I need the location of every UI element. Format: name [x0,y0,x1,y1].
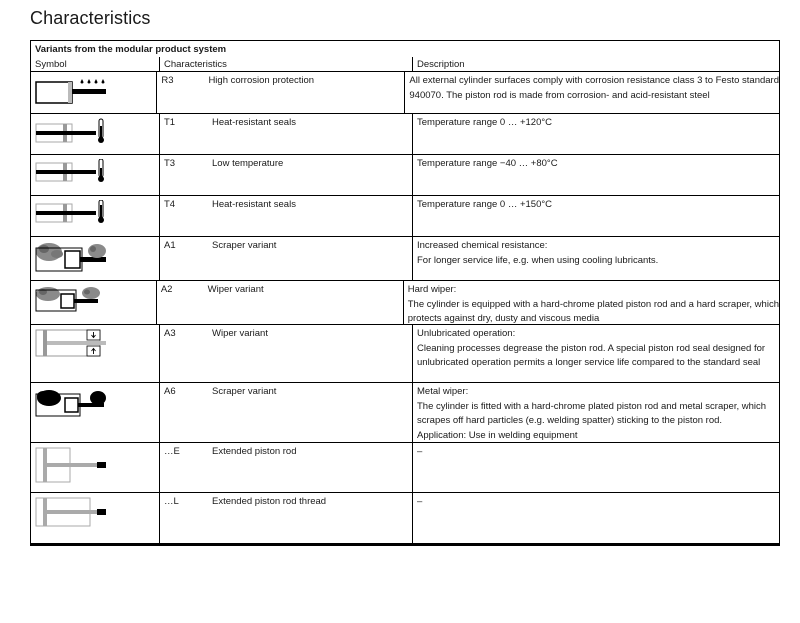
extended-rod-icon [35,447,107,487]
variant-name: Wiper variant [208,281,404,324]
variant-code: …E [164,446,180,457]
table-row [31,155,779,196]
wiper-dirt-icon [35,285,107,315]
variant-name: High corrosion protection [208,72,405,113]
variant-name: Scraper variant [212,383,413,442]
variants-table [30,40,780,546]
thermometer-icon [35,118,107,148]
description-line: The cylinder is equipped with a hard-chrome plated piston rod and a hard scraper, which [407,298,779,310]
description-line: All external cylinder surfaces comply with corrosion resistance class 3 to Festo standard [409,75,779,86]
table-row [31,114,779,155]
variant-name: Low temperature [212,155,413,195]
extended-thread-icon [35,497,107,531]
variant-code: A3 [164,328,176,339]
description-line: Temperature range 0 … +120°C [417,117,553,128]
description-line: – [417,446,423,457]
variant-code: A6 [164,386,176,397]
header-symbol: Symbol [31,57,160,71]
description-line: Unlubricated operation: [417,328,516,339]
variant-code: A2 [160,284,173,295]
description-line: scrapes off hard particles (e.g. welding spatter) sticking to the piston rod. [417,415,723,426]
description-line: For longer service life, e.g. when using cooling lubricants. [417,254,659,266]
description-line: Metal wiper: [417,386,469,397]
variant-description [413,383,779,442]
symbol-cell [31,155,160,195]
variant-description [413,237,779,280]
description-line: Application: Use in welding equipment [417,429,578,441]
symbol-cell [31,443,160,492]
variant-description [405,72,779,113]
header-description: Description [417,59,465,70]
table-row [31,493,779,543]
variant-name: Scraper variant [212,237,413,280]
metal-wiper-icon [35,387,107,421]
symbol-cell [31,383,160,442]
symbol-cell [31,114,160,154]
table-row [31,196,779,237]
symbol-cell [31,237,160,280]
page-title: Characteristics [30,8,151,28]
table-caption: Variants from the modular product system [35,44,227,55]
thermometer-icon [35,200,107,230]
variant-name: Extended piston rod thread [212,493,413,543]
table-row [31,325,779,383]
variant-name: Extended piston rod [212,443,413,492]
description-line: – [417,496,423,507]
variant-code: T4 [164,199,176,210]
description-line: Temperature range −40 … +80°C [417,158,558,169]
variant-code: A1 [164,240,176,251]
table-row [31,383,779,443]
symbol-cell [31,72,157,113]
variant-code: T1 [164,117,176,128]
table-row [31,237,779,281]
symbol-cell [31,196,160,236]
variant-name: Heat-resistant seals [212,196,413,236]
unlubricated-seal-icon [35,329,107,359]
variant-description [413,443,779,492]
variant-name: Heat-resistant seals [212,114,413,154]
table-header-row [31,57,779,72]
variant-description [413,493,779,543]
corrosion-protection-icon [35,76,107,106]
variant-description [404,281,779,324]
variant-code: R3 [161,75,174,86]
thermometer-icon [35,159,107,189]
table-row [31,72,779,114]
description-line: Hard wiper: [407,284,457,295]
description-line: unlubricated operation permits a longer service life compared to the standard seal [417,357,761,368]
description-line: Cleaning processes degrease the piston rod. A special piston rod seal designed for [417,342,766,354]
description-line: 940070. The piston rod is made from corrosion- and acid-resistant steel [409,89,710,101]
description-line: The cylinder is fitted with a hard-chrome plated piston rod and metal scraper, which [417,400,767,412]
description-line: protects against dry, dusty and viscous media [407,313,600,324]
header-characteristics: Characteristics [160,57,413,71]
variant-description [413,196,779,236]
variant-description [413,155,779,195]
symbol-cell [31,281,157,324]
description-line: Increased chemical resistance: [417,240,548,251]
scraper-dirt-icon [35,241,107,275]
table-row [31,443,779,493]
variant-code: …L [164,496,179,507]
symbol-cell [31,325,160,382]
variant-name: Wiper variant [212,325,413,382]
symbol-cell [31,493,160,543]
table-row [31,281,779,325]
variant-description [413,325,779,382]
variant-code: T3 [164,158,176,169]
variant-description [413,114,779,154]
description-line: Temperature range 0 … +150°C [417,199,553,210]
